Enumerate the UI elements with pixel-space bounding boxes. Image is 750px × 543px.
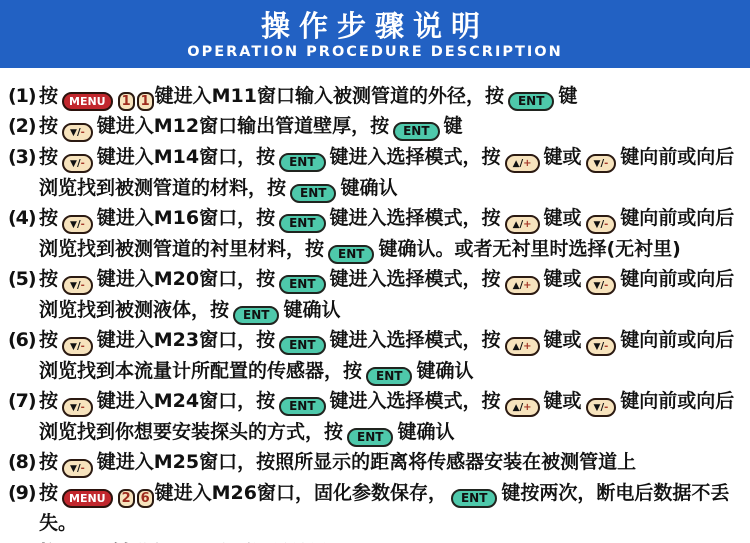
- down-arrow-key: [586, 154, 617, 173]
- ent-key: ENT: [233, 306, 279, 325]
- step-number: (5): [8, 268, 36, 290]
- steps-list: [0, 68, 750, 543]
- minus-glyph: -: [80, 341, 85, 352]
- step-text: 键或: [543, 390, 582, 412]
- step-text: 按: [39, 390, 59, 412]
- down-triangle-icon: ▼: [593, 281, 601, 291]
- down-triangle-icon: ▼: [70, 403, 77, 413]
- step-text: 键进入M11窗口输入被测管道的外径，按: [154, 85, 504, 107]
- slash-glyph: /: [76, 219, 81, 230]
- step-text: 按: [39, 482, 59, 504]
- step-text: 键或: [543, 268, 582, 290]
- up-triangle-icon: ▲: [512, 159, 520, 169]
- slash-glyph: /: [519, 402, 524, 413]
- step-item-6: [8, 325, 746, 386]
- slash-glyph: /: [600, 280, 605, 291]
- step-number: (9): [8, 482, 36, 504]
- down-triangle-icon: ▼: [70, 281, 77, 291]
- up-arrow-key: [505, 154, 540, 173]
- ent-key: ENT: [347, 428, 393, 447]
- minus-glyph: -: [80, 280, 85, 291]
- step-text: 键进入M20窗口，按: [96, 268, 276, 290]
- step-text: 键确认: [283, 299, 341, 321]
- down-arrow-key: [62, 154, 93, 173]
- down-arrow-key: [62, 215, 93, 234]
- step-item-8: [8, 447, 746, 478]
- down-triangle-icon: ▼: [70, 220, 77, 230]
- slash-glyph: /: [600, 402, 605, 413]
- step-item-7: [8, 386, 746, 447]
- step-text: 键进入M14窗口，按: [96, 146, 276, 168]
- down-triangle-icon: ▼: [593, 159, 601, 169]
- step-item-5: [8, 264, 746, 325]
- digit-key-1: 1: [137, 92, 154, 111]
- step-text: 键进入M16窗口，按: [96, 207, 276, 229]
- down-arrow-key: [62, 276, 93, 295]
- step-text: 键: [558, 85, 578, 107]
- step-text: 键进入选择模式，按: [329, 390, 501, 412]
- step-text: 键或: [543, 146, 582, 168]
- ent-key: ENT: [508, 92, 554, 111]
- minus-glyph: -: [80, 127, 85, 138]
- plus-glyph: +: [523, 158, 532, 169]
- step-text: 按: [39, 268, 59, 290]
- up-triangle-icon: ▲: [512, 342, 520, 352]
- step-text: 键进入选择模式，按: [329, 268, 501, 290]
- plus-glyph: +: [523, 341, 532, 352]
- step-text: 键进入M24窗口，按: [96, 390, 276, 412]
- step-text: 键确认。或者无衬里时选择(无衬里): [378, 238, 681, 260]
- plus-glyph: +: [523, 219, 532, 230]
- slash-glyph: /: [600, 341, 605, 352]
- page-subtitle: OPERATION PROCEDURE DESCRIPTION: [187, 44, 563, 60]
- step-text: 键进入M23窗口，按: [96, 329, 276, 351]
- step-text: 按: [39, 207, 59, 229]
- slash-glyph: /: [76, 158, 81, 169]
- up-arrow-key: [505, 276, 540, 295]
- step-text: 键确认: [397, 421, 455, 443]
- ent-key: ENT: [366, 367, 412, 386]
- slash-glyph: /: [519, 158, 524, 169]
- step-text: 键进入M12窗口输出管道壁厚，按: [96, 115, 390, 137]
- step-text: 键向前或向后浏览找到你想要安装探头的方式，按: [39, 390, 735, 443]
- step-item-1: [8, 81, 746, 111]
- ent-key: ENT: [328, 245, 374, 264]
- minus-glyph: -: [604, 158, 609, 169]
- down-arrow-key: [586, 398, 617, 417]
- plus-glyph: +: [523, 280, 532, 291]
- step-text: 键进入M26窗口，固化参数保存，: [154, 482, 447, 504]
- minus-glyph: -: [604, 402, 609, 413]
- step-item-9: [8, 478, 746, 538]
- step-text: 按: [39, 451, 59, 473]
- step-number: (4): [8, 207, 36, 229]
- up-arrow-key: [505, 398, 540, 417]
- ent-key: ENT: [451, 489, 497, 508]
- down-triangle-icon: ▼: [70, 464, 77, 474]
- step-text: 键进入M25窗口，按照所显示的距离将传感器安装在被测管道上: [96, 451, 637, 473]
- step-text: 键进入选择模式，按: [329, 329, 501, 351]
- minus-glyph: -: [80, 219, 85, 230]
- digit-key-6: 6: [137, 489, 154, 508]
- down-triangle-icon: ▼: [593, 220, 601, 230]
- step-number: (2): [8, 115, 36, 137]
- slash-glyph: /: [600, 219, 605, 230]
- step-number: (6): [8, 329, 36, 351]
- up-triangle-icon: ▲: [512, 220, 520, 230]
- minus-glyph: -: [604, 219, 609, 230]
- step-number: (7): [8, 390, 36, 412]
- up-arrow-key: [505, 215, 540, 234]
- up-triangle-icon: ▲: [512, 403, 520, 413]
- down-arrow-key: [62, 123, 93, 142]
- step-item-3: [8, 142, 746, 203]
- ent-key: ENT: [279, 153, 325, 172]
- plus-glyph: +: [523, 402, 532, 413]
- minus-glyph: -: [80, 158, 85, 169]
- up-arrow-key: [505, 337, 540, 356]
- step-text: 键向前或向后浏览找到被测液体，按: [39, 268, 735, 321]
- ent-key: ENT: [279, 336, 325, 355]
- step-text: 键或: [543, 329, 582, 351]
- minus-glyph: -: [80, 463, 85, 474]
- slash-glyph: /: [519, 280, 524, 291]
- step-item-4: [8, 203, 746, 264]
- ent-key: ENT: [279, 214, 325, 233]
- step-text: 键确认: [340, 177, 398, 199]
- step-item-2: [8, 111, 746, 142]
- down-triangle-icon: ▼: [70, 128, 77, 138]
- step-item-10: [8, 538, 746, 543]
- step-number: [8, 538, 39, 543]
- slash-glyph: /: [76, 402, 81, 413]
- minus-glyph: -: [604, 280, 609, 291]
- ent-key: ENT: [279, 275, 325, 294]
- slash-glyph: /: [76, 341, 81, 352]
- minus-glyph: -: [604, 341, 609, 352]
- down-triangle-icon: ▼: [593, 342, 601, 352]
- up-triangle-icon: ▲: [512, 281, 520, 291]
- step-text: 键: [443, 115, 463, 137]
- step-text: 按: [39, 146, 59, 168]
- slash-glyph: /: [76, 463, 81, 474]
- down-arrow-key: [62, 398, 93, 417]
- ent-key: ENT: [279, 397, 325, 416]
- page-title: 操作步骤说明: [260, 9, 489, 43]
- header-banner: [0, 0, 750, 68]
- ent-key: ENT: [393, 122, 439, 141]
- down-triangle-icon: ▼: [70, 159, 77, 169]
- step-text: 键进入选择模式，按: [329, 207, 501, 229]
- down-triangle-icon: ▼: [70, 342, 77, 352]
- step-text: 键向前或向后浏览找到本流量计所配置的传感器，按: [39, 329, 735, 382]
- step-text: 键或: [543, 207, 582, 229]
- slash-glyph: /: [519, 219, 524, 230]
- menu-key: MENU: [62, 92, 113, 111]
- down-arrow-key: [586, 337, 617, 356]
- down-arrow-key: [586, 215, 617, 234]
- slash-glyph: /: [76, 280, 81, 291]
- slash-glyph: /: [76, 127, 81, 138]
- digit-key-2: 2: [118, 489, 135, 508]
- down-arrow-key: [62, 459, 93, 478]
- step-number: (3): [8, 146, 36, 168]
- down-triangle-icon: ▼: [593, 403, 601, 413]
- digit-key-1: 1: [118, 92, 135, 111]
- minus-glyph: -: [80, 402, 85, 413]
- down-arrow-key: [586, 276, 617, 295]
- step-text: 按: [39, 85, 59, 107]
- step-text: 键向前或向后浏览找到被测管道的衬里材料，按: [39, 207, 735, 260]
- step-text: 键按两次，断电后数据不丢失。: [39, 482, 730, 534]
- down-arrow-key: [62, 337, 93, 356]
- slash-glyph: /: [519, 341, 524, 352]
- menu-key: MENU: [62, 489, 113, 508]
- step-text: 按: [39, 115, 59, 137]
- step-text: 键确认: [416, 360, 474, 382]
- slash-glyph: /: [600, 158, 605, 169]
- step-text: 按: [39, 329, 59, 351]
- step-text: 键向前或向后浏览找到被测管道的材料，按: [39, 146, 735, 199]
- ent-key: ENT: [290, 184, 336, 203]
- step-number: (1): [8, 85, 36, 107]
- step-number: (8): [8, 451, 36, 473]
- step-text: 键进入选择模式，按: [329, 146, 501, 168]
